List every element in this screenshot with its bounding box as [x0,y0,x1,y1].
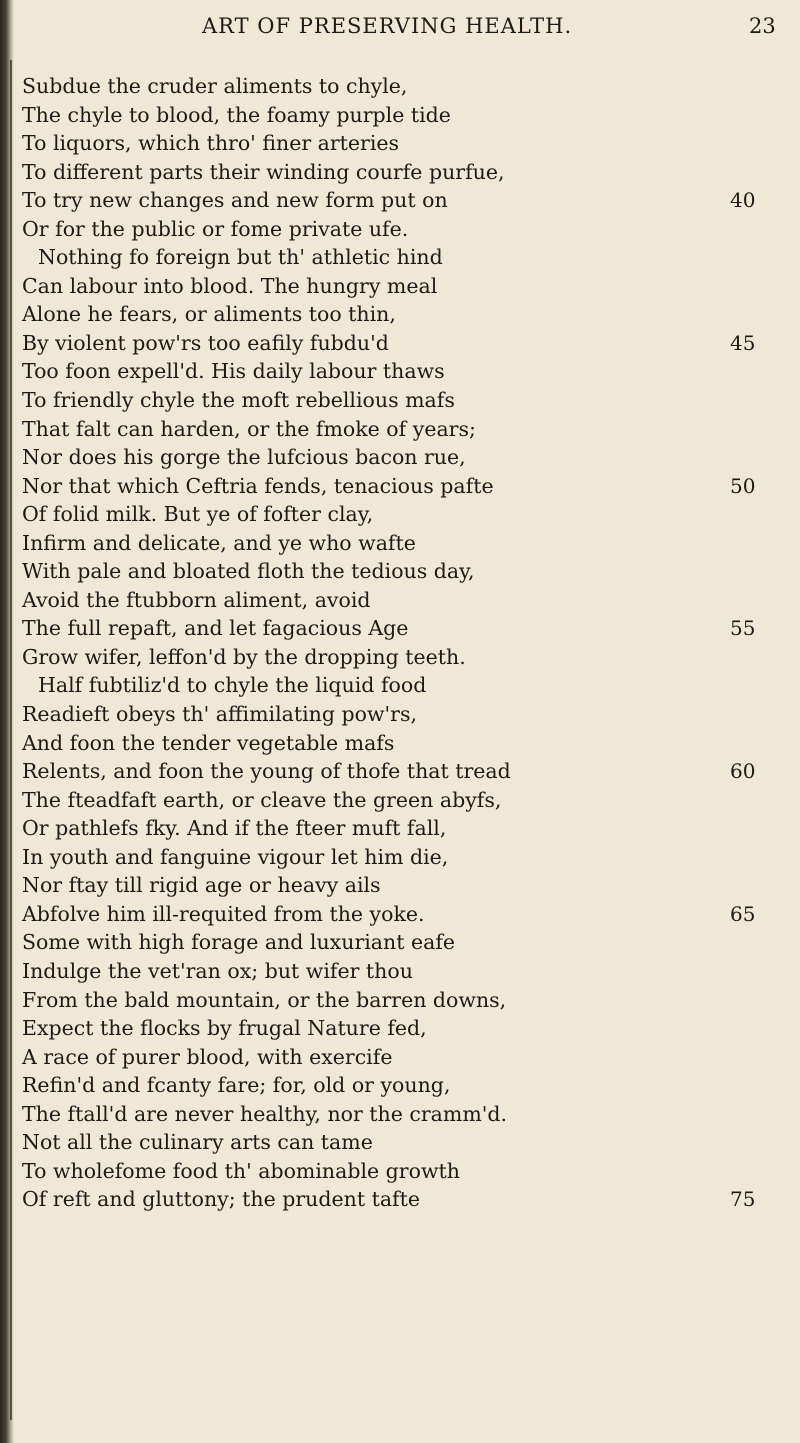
verse-line: To try new changes and new form put on [22,188,448,213]
verse-line: Alone he fears, or aliments too thin, [22,302,396,327]
verse-line: Or pathlefs fky. And if the fteer muft fall, [22,816,447,841]
line-number: 50 [730,473,756,498]
verse-line: The ftall'd are never healthy, nor the cramm'd. [22,1101,508,1126]
verse-line: Infirm and delicate, and ye who wafte [22,530,416,555]
line-number [730,814,790,843]
running-title: ART OF PRESERVING HEALTH. [202,14,573,38]
verse-line: Refin'd and fcanty fare; for, old or young, [22,1073,451,1098]
line-number [730,1043,790,1072]
line-number [730,158,790,187]
verse-line: Readieft obeys th' affimilating pow'rs, [22,702,417,727]
line-number: 60 [730,759,756,784]
line-number [730,243,790,272]
verse-line: Nor does his gorge the lufcious bacon rue, [22,445,466,470]
verse-line: To different parts their winding courfe purfue, [22,159,505,184]
line-number [730,272,790,301]
verse-line: Avoid the ftubborn aliment, avoid [22,587,371,612]
verse-line: Can labour into blood. The hungry meal [22,273,438,298]
line-number [730,871,790,900]
line-number: 40 [730,188,756,213]
verse-line: Relents, and foon the young of thofe that tread [22,759,511,784]
verse-line: Grow wifer, leffon'd by the dropping teeth. [22,644,466,669]
verse-line: To wholefome food th' abominable growth [22,1158,460,1183]
verse-line: Nor that which Ceftria fends, tenacious pafte [22,473,494,498]
verse-line: Half fubtiliz'd to chyle the liquid food [38,673,427,698]
verse-line: In youth and fanguine vigour let him die, [22,844,449,869]
verse-line: That falt can harden, or the fmoke of years; [22,416,476,441]
gutter-edge [10,60,12,1420]
verse-line: Indulge the vet'ran ox; but wifer thou [22,958,413,983]
verse-line: By violent pow'rs too eafily fubdu'd [22,330,389,355]
verse-line: Nothing fo foreign but th' athletic hind [38,245,443,270]
line-number [730,129,790,158]
line-number [730,357,790,386]
page-header [0,8,800,48]
line-number [730,786,790,815]
line-number [730,1157,790,1186]
line-number: 55 [730,616,756,641]
line-number [730,557,790,586]
line-number [730,529,790,558]
verse-line: Some with high forage and luxuriant eafe [22,930,456,955]
line-number [730,671,790,700]
verse-line: To liquors, which thro' finer arteries [22,131,400,156]
verse-line: The chyle to blood, the foamy purple tide [22,102,451,127]
verse-line: And foon the tender vegetable mafs [22,730,395,755]
line-number [730,300,790,329]
verse-line: A race of purer blood, with exercife [22,1044,393,1069]
verse-line: With pale and bloated floth the tedious day, [22,559,475,584]
line-number [730,415,790,444]
verse-line: Abfolve him ill-requited from the yoke. [22,901,425,926]
line-number [730,500,790,529]
line-number [730,586,790,615]
page-number: 23 [749,14,776,38]
verse-line: The full repaft, and let fagacious Age [22,616,409,641]
line-number [730,215,790,244]
line-number [730,1100,790,1129]
verse-body [22,72,782,1214]
line-number [730,986,790,1015]
line-number: 65 [730,901,756,926]
line-number [730,101,790,130]
line-number [730,843,790,872]
line-number: 75 [730,1187,756,1212]
verse-line: Or for the public or fome private ufe. [22,216,409,241]
verse-line: Of folid milk. But ye of fofter clay, [22,502,374,527]
line-number [730,700,790,729]
line-number [730,1128,790,1157]
line-number [730,443,790,472]
verse-line: To friendly chyle the moft rebellious mafs [22,388,455,413]
line-number [730,643,790,672]
line-number [730,386,790,415]
line-number-column [730,72,790,1214]
line-number [730,1014,790,1043]
line-number: 45 [730,330,756,355]
verse-line: Subdue the cruder aliments to chyle, [22,74,408,98]
verse-line: Nor ftay till rigid age or heavy ails [22,873,381,898]
verse-line: From the bald mountain, or the barren downs, [22,987,507,1012]
line-number [730,957,790,986]
line-number [730,1071,790,1100]
verse-line: Too foon expell'd. His daily labour thaws [22,359,445,384]
verse-line: The fteadfaft earth, or cleave the green abyfs, [22,787,502,812]
verse-line: Of reft and gluttony; the prudent tafte [22,1187,420,1212]
verse-line: Expect the flocks by frugal Nature fed, [22,1016,427,1041]
verse-line: Not all the culinary arts can tame [22,1130,373,1155]
line-number [730,729,790,758]
line-number [730,72,790,101]
line-number [730,928,790,957]
